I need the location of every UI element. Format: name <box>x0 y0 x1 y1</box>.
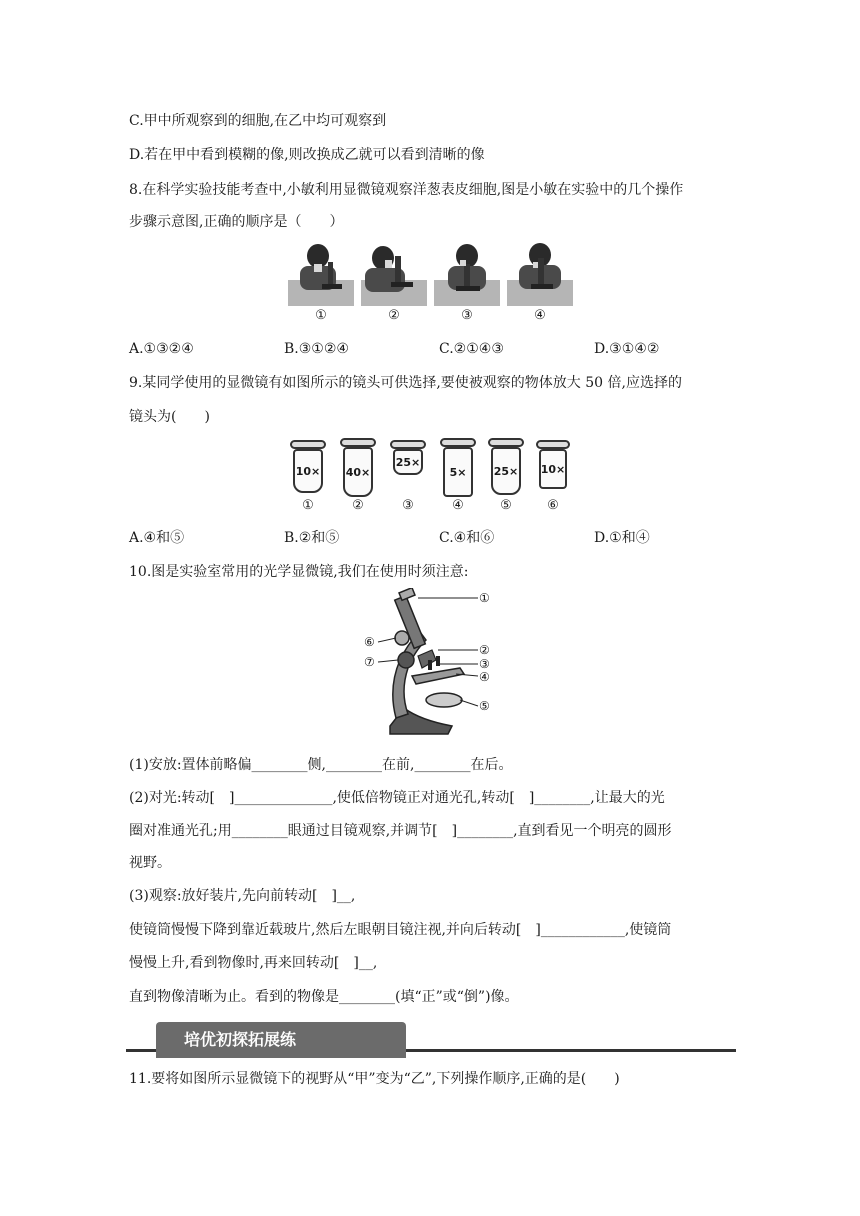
q8-photo-3 <box>434 242 500 306</box>
q8-photo-label: ④ <box>534 308 546 323</box>
q8-photo-label: ② <box>388 308 400 323</box>
q7-option-c: C.甲中所观察到的细胞,在乙中均可观察到 <box>129 113 387 129</box>
q8-stem-line2: 步骤示意图,正确的顺序是（ ） <box>129 214 344 230</box>
q10-stem: 10.图是实验室常用的光学显微镜,我们在使用时须注意: <box>129 564 469 580</box>
q9-lens-number: ③ <box>402 498 414 513</box>
q8-option-d: D.③①④② <box>594 341 660 357</box>
q8-photo-label: ③ <box>461 308 473 323</box>
q9-lens-number: ⑤ <box>500 498 512 513</box>
lens-magnification: 10× <box>293 449 323 493</box>
q8-photo-1 <box>288 242 354 306</box>
q9-lens-number: ⑥ <box>547 498 559 513</box>
q9-stem-line2: 镜头为( ) <box>129 409 210 425</box>
q10-part2-line2: 圈对准通光孔;用________眼通过目镜观察,并调节[ ]________,直到看见一个明亮的圆形 <box>129 823 672 839</box>
scope-label-4: ④ <box>479 670 490 684</box>
q11-stem: 11.要将如图所示显微镜下的视野从“甲”变为“乙”,下列操作顺序,正确的是( ) <box>129 1071 620 1087</box>
q8-option-a: A.①③②④ <box>129 341 194 357</box>
q10-part3-line1: (3)观察:放好装片,先向前转动[ ]__, <box>129 888 356 904</box>
q8-option-c: C.②①④③ <box>439 341 504 357</box>
q9-option-c: C.④和⑥ <box>439 530 495 546</box>
q8-option-b: B.③①②④ <box>284 341 349 357</box>
q10-part2-line3: 视野。 <box>129 855 171 871</box>
scope-label-3: ③ <box>479 657 490 671</box>
q10-part3-line3: 慢慢上升,看到物像时,再来回转动[ ]__, <box>129 955 378 971</box>
q9-lens-6 <box>539 440 567 489</box>
q9-lens-1 <box>293 440 323 493</box>
scope-label-1: ① <box>479 591 490 605</box>
lens-magnification: 40× <box>343 447 373 497</box>
q10-part3-line2: 使镜筒慢慢下降到靠近载玻片,然后左眼朝目镜注视,并向后转动[ ]____________,使镜筒 <box>129 922 672 938</box>
q9-lens-2 <box>343 438 373 497</box>
q9-lens-figure <box>285 436 585 516</box>
q10-part2-line1: (2)对光:转动[ ]______________,使低倍物镜正对通光孔,转动[ ]________,让最大的光 <box>129 790 665 806</box>
scope-label-7: ⑦ <box>364 655 375 669</box>
q9-lens-number: ④ <box>452 498 464 513</box>
q9-lens-3 <box>393 440 423 475</box>
section-title: 培优初探拓展练 <box>156 1022 406 1058</box>
q9-option-b: B.②和⑤ <box>284 530 340 546</box>
q9-option-a: A.④和⑤ <box>129 530 185 546</box>
q9-lens-number: ② <box>352 498 364 513</box>
q8-photo-4 <box>507 242 573 306</box>
q8-stem-line1: 8.在科学实验技能考查中,小敏利用显微镜观察洋葱表皮细胞,图是小敏在实验中的几个操作 <box>129 182 684 198</box>
q8-options <box>129 339 729 359</box>
microscope-icon <box>360 588 500 744</box>
lens-magnification: 10× <box>539 449 567 489</box>
q9-stem-line1: 9.某同学使用的显微镜有如图所示的镜头可供选择,要使被观察的物体放大 50 倍,应选择的 <box>129 375 682 391</box>
q9-lens-4 <box>443 438 473 497</box>
q10-part3-line4: 直到物像清晰为止。看到的物像是________(填“正”或“倒”)像。 <box>129 989 519 1005</box>
scope-label-5: ⑤ <box>479 699 490 713</box>
q9-option-d: D.①和④ <box>594 530 650 546</box>
scope-label-2: ② <box>479 643 490 657</box>
q10-microscope-diagram <box>360 588 500 744</box>
q8-photo-2 <box>361 242 427 306</box>
q8-photo-label: ① <box>315 308 327 323</box>
q7-option-d: D.若在甲中看到模糊的像,则改换成乙就可以看到清晰的像 <box>129 147 485 163</box>
lens-magnification: 25× <box>393 449 423 475</box>
lens-magnification: 5× <box>443 447 473 497</box>
q9-lens-5 <box>491 438 521 495</box>
q10-part1: (1)安放:置体前略偏________侧,________在前,________在后。 <box>129 757 513 773</box>
lens-magnification: 25× <box>491 447 521 495</box>
scope-label-6: ⑥ <box>364 635 375 649</box>
q8-operation-photos <box>288 242 573 326</box>
q9-options <box>129 528 729 548</box>
q9-lens-number: ① <box>302 498 314 513</box>
